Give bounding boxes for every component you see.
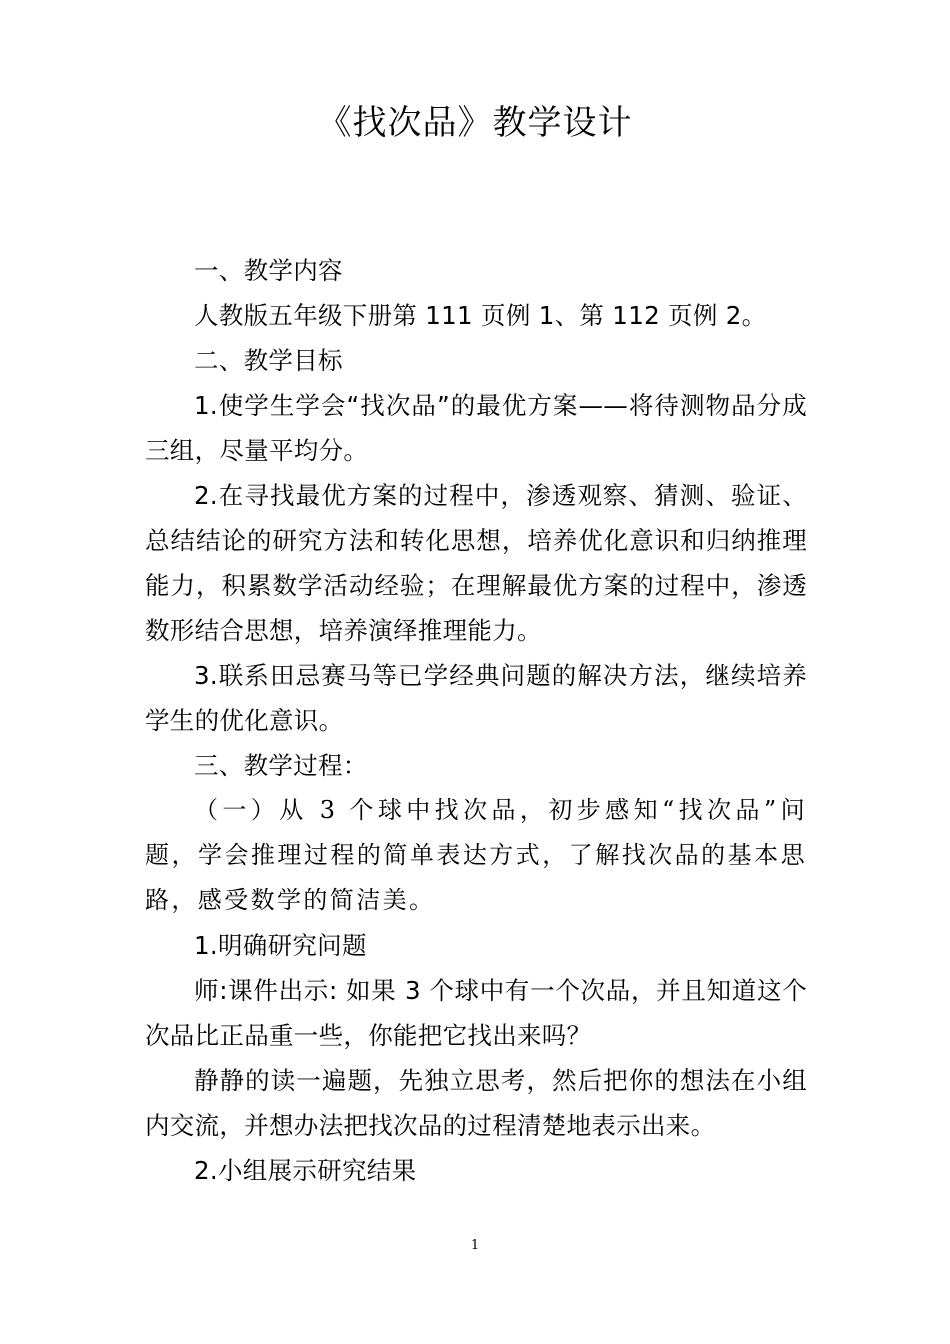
paragraph-goal-3: 3.联系田忌赛马等已学经典问题的解决方法，继续培养学生的优化意识。 <box>145 661 807 735</box>
paragraph-goal-2: 2.在寻找最优方案的过程中，渗透观察、猜测、验证、总结结论的研究方法和转化思想，培养优化意识和归纳推理能力，积累数学活动经验；在理解最优方案的过程中，渗透数形结合思想，培养演绎推理能力。 <box>145 481 807 645</box>
paragraph-content-source: 人教版五年级下册第 111 页例 1、第 112 页例 2。 <box>194 301 767 330</box>
paragraph-teacher-question: 师:课件出示: 如果 3 个球中有一个次品，并且知道这个次品比正品重一些，你能把它找出来吗？ <box>145 976 807 1050</box>
section-heading-content: 一、教学内容 <box>194 256 343 285</box>
paragraph-goal-1: 1.使学生学会“找次品”的最优方案——将待测物品分成三组，尽量平均分。 <box>145 391 807 465</box>
document-title: 《找次品》教学设计 <box>317 103 633 143</box>
paragraph-instruction: 静静的读一遍题，先独立思考，然后把你的想法在小组内交流，并想办法把找次品的过程清楚地表示出来。 <box>145 1066 807 1140</box>
paragraph-step-1-title: 1.明确研究问题 <box>194 931 367 960</box>
section-heading-goals: 二、教学目标 <box>194 346 343 375</box>
page-number: 1 <box>470 1238 480 1253</box>
document-body <box>145 248 807 1193</box>
paragraph-process-part-1: （一）从 3 个球中找次品，初步感知“找次品”问题，学会推理过程的简单表达方式，了解找次品的基本思路，感受数学的简洁美。 <box>145 796 807 914</box>
section-heading-process: 三、教学过程： <box>194 751 368 780</box>
paragraph-step-2-title: 2.小组展示研究结果 <box>194 1156 417 1185</box>
